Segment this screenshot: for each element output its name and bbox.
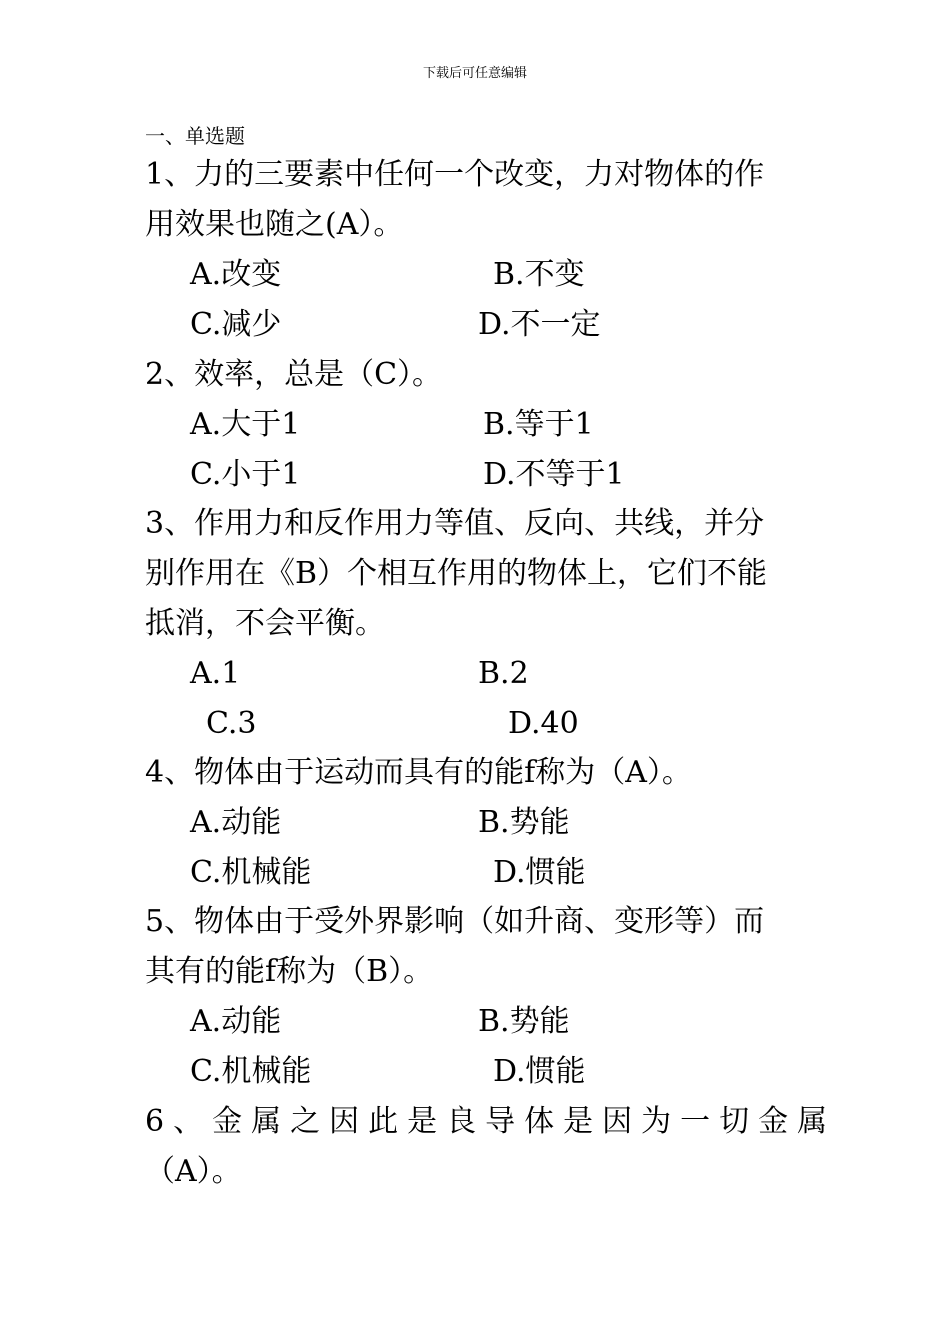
question-2-option-c: C.小于1 (190, 457, 301, 492)
question-3-line-2: 别作用在《B）个相互作用的物体上，它们不能 (145, 556, 768, 591)
question-5-line-2: 其有的能f称为（B）。 (145, 954, 434, 989)
question-3 (145, 499, 810, 649)
question-3-option-a: A.1 (190, 656, 241, 691)
question-6 (145, 1097, 837, 1197)
question-2-line-1: 2、效率，总是（C）。 (145, 357, 443, 392)
question-5-option-c: C.机械能 (190, 1054, 312, 1089)
question-4-option-b: B.势能 (478, 805, 570, 840)
question-4-option-d: D.惯能 (493, 855, 586, 890)
question-6-line-2: （A）。 (145, 1154, 242, 1189)
question-1-option-d: D.不一定 (478, 307, 601, 342)
question-2-option-b: B.等于1 (483, 407, 594, 442)
question-1-option-b: B.不变 (493, 257, 585, 292)
question-1-line-2: 用效果也随之(A）。 (145, 207, 404, 242)
question-1-option-a: A.改变 (190, 257, 282, 292)
question-3-line-1: 3、作用力和反作用力等值、反向、共线，并分 (145, 506, 765, 541)
header-note: 下载后可任意编辑 (422, 66, 527, 81)
question-5 (145, 897, 810, 997)
question-4-option-a: A.动能 (190, 805, 282, 840)
section-title: 一、单选题 (145, 124, 245, 148)
question-3-line-3: 抵消，不会平衡。 (145, 606, 385, 641)
question-1-line-1: 1、力的三要素中任何一个改变，力对物体的作 (145, 157, 765, 192)
question-4 (145, 748, 810, 798)
question-5-line-1: 5、物体由于受外界影响（如升商、变形等）而 (145, 904, 765, 939)
question-3-option-d: D.40 (508, 706, 579, 741)
question-2-option-a: A.大于1 (190, 407, 301, 442)
question-4-option-c: C.机械能 (190, 855, 312, 890)
question-3-option-b: B.2 (478, 656, 529, 691)
question-3-option-c: C.3 (206, 706, 257, 741)
question-1-option-c: C.减少 (190, 307, 282, 342)
question-1 (145, 150, 810, 250)
question-4-line-1: 4、物体由于运动而具有的能f称为（A）。 (145, 755, 692, 790)
question-5-option-b: B.势能 (478, 1004, 570, 1039)
question-2 (145, 350, 810, 400)
question-6-line-1: 6、金属之因此是良导体是因为一切金属 (145, 1104, 837, 1139)
question-5-option-a: A.动能 (190, 1004, 282, 1039)
question-5-option-d: D.惯能 (493, 1054, 586, 1089)
question-2-option-d: D.不等于1 (483, 457, 625, 492)
